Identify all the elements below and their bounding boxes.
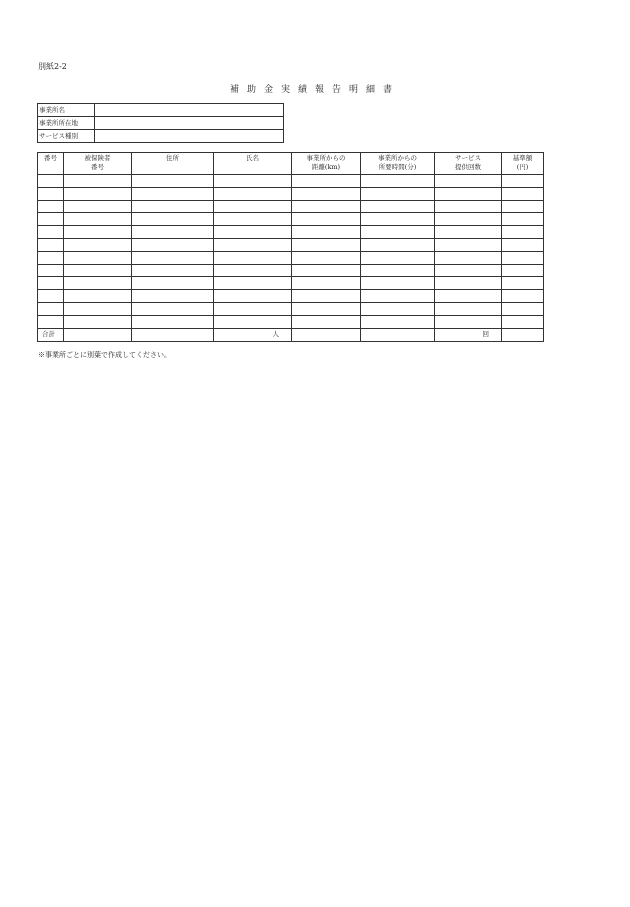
table-cell[interactable] (214, 213, 292, 226)
table-cell[interactable] (435, 277, 502, 290)
table-cell[interactable] (435, 290, 502, 303)
table-cell[interactable] (502, 251, 544, 264)
table-cell[interactable] (132, 302, 214, 315)
table-cell[interactable] (38, 175, 64, 188)
office-address-label: 事業所所在地 (38, 117, 95, 130)
table-cell[interactable] (502, 264, 544, 277)
table-cell[interactable] (132, 264, 214, 277)
header-insured-number: 被保険者 番号 (64, 153, 132, 175)
table-cell[interactable] (502, 187, 544, 200)
table-cell[interactable] (502, 277, 544, 290)
total-cell[interactable] (132, 328, 214, 341)
header-name: 氏名 (214, 153, 292, 175)
table-cell[interactable] (292, 315, 361, 328)
header-address: 住所 (132, 153, 214, 175)
office-address-field[interactable] (95, 117, 284, 130)
table-cell[interactable] (361, 251, 435, 264)
table-cell[interactable] (214, 290, 292, 303)
footnote: ※事業所ごとに別葉で作成してください。 (38, 351, 171, 359)
table-cell[interactable] (38, 290, 64, 303)
table-cell[interactable] (435, 302, 502, 315)
table-cell[interactable] (292, 175, 361, 188)
table-cell[interactable] (38, 264, 64, 277)
table-cell[interactable] (214, 238, 292, 251)
table-row (38, 290, 544, 303)
table-cell[interactable] (292, 200, 361, 213)
table-cell[interactable] (132, 175, 214, 188)
header-standard-amount: 基準額 (円) (502, 153, 544, 175)
table-cell[interactable] (132, 200, 214, 213)
table-cell[interactable] (292, 238, 361, 251)
table-cell[interactable] (361, 277, 435, 290)
table-cell[interactable] (214, 315, 292, 328)
table-cell[interactable] (38, 213, 64, 226)
table-cell[interactable] (361, 238, 435, 251)
table-cell[interactable] (38, 200, 64, 213)
total-count-unit: 回 (435, 328, 502, 341)
table-cell[interactable] (292, 213, 361, 226)
header-service-count: サービス 提供回数 (435, 153, 502, 175)
table-cell[interactable] (361, 226, 435, 239)
table-cell[interactable] (132, 226, 214, 239)
table-row (38, 251, 544, 264)
table-cell[interactable] (38, 277, 64, 290)
table-row (38, 302, 544, 315)
document-title: 補助金実績報告明細書 (229, 85, 400, 95)
header-travel-time: 事業所からの 所要時間(分) (361, 153, 435, 175)
service-type-field[interactable] (95, 130, 284, 143)
table-cell[interactable] (132, 277, 214, 290)
table-cell[interactable] (214, 251, 292, 264)
table-cell[interactable] (292, 251, 361, 264)
table-row (38, 175, 544, 188)
table-cell[interactable] (502, 175, 544, 188)
service-type-label: サービス種別 (38, 130, 95, 143)
table-cell[interactable] (214, 277, 292, 290)
table-row (38, 315, 544, 328)
info-row-office-address (38, 117, 284, 130)
table-cell[interactable] (64, 264, 132, 277)
total-row (38, 328, 544, 341)
table-cell[interactable] (132, 213, 214, 226)
table-cell[interactable] (502, 213, 544, 226)
table-cell[interactable] (38, 302, 64, 315)
office-name-field[interactable] (95, 104, 284, 117)
table-cell[interactable] (132, 251, 214, 264)
table-row (38, 187, 544, 200)
total-cell[interactable] (361, 328, 435, 341)
total-label: 合計 (38, 328, 64, 341)
table-cell[interactable] (132, 290, 214, 303)
table-body (38, 175, 544, 342)
table-cell[interactable] (64, 277, 132, 290)
table-cell[interactable] (361, 187, 435, 200)
table-cell[interactable] (132, 315, 214, 328)
office-info-table (37, 103, 284, 143)
total-cell[interactable] (502, 328, 544, 341)
table-cell[interactable] (361, 315, 435, 328)
table-cell[interactable] (64, 213, 132, 226)
detail-table (37, 152, 544, 342)
table-cell[interactable] (64, 315, 132, 328)
office-name-label: 事業所名 (38, 104, 95, 117)
table-cell[interactable] (292, 264, 361, 277)
table-cell[interactable] (361, 213, 435, 226)
table-cell[interactable] (292, 226, 361, 239)
table-cell[interactable] (214, 200, 292, 213)
table-cell[interactable] (502, 290, 544, 303)
table-cell[interactable] (435, 315, 502, 328)
table-cell[interactable] (361, 200, 435, 213)
table-cell[interactable] (435, 226, 502, 239)
table-row (38, 213, 544, 226)
table-cell[interactable] (64, 302, 132, 315)
table-cell[interactable] (435, 175, 502, 188)
table-cell[interactable] (292, 290, 361, 303)
total-persons-unit: 人 (214, 328, 292, 341)
table-cell[interactable] (435, 264, 502, 277)
info-row-office-name (38, 104, 284, 117)
table-cell[interactable] (214, 187, 292, 200)
table-cell[interactable] (64, 226, 132, 239)
table-cell[interactable] (292, 302, 361, 315)
table-cell[interactable] (361, 175, 435, 188)
table-cell[interactable] (435, 238, 502, 251)
table-cell[interactable] (435, 187, 502, 200)
table-cell[interactable] (502, 315, 544, 328)
table-cell[interactable] (361, 302, 435, 315)
table-cell[interactable] (502, 302, 544, 315)
table-cell[interactable] (38, 315, 64, 328)
table-cell[interactable] (132, 187, 214, 200)
table-cell[interactable] (214, 175, 292, 188)
total-cell[interactable] (64, 328, 132, 341)
table-cell[interactable] (38, 238, 64, 251)
table-cell[interactable] (502, 226, 544, 239)
table-cell[interactable] (214, 302, 292, 315)
table-cell[interactable] (64, 200, 132, 213)
header-number: 番号 (38, 153, 64, 175)
table-cell[interactable] (64, 175, 132, 188)
header-distance: 事業所からの 距離(km) (292, 153, 361, 175)
table-cell[interactable] (502, 238, 544, 251)
table-cell[interactable] (64, 290, 132, 303)
table-header-row (38, 153, 544, 175)
table-row (38, 277, 544, 290)
table-cell[interactable] (38, 187, 64, 200)
table-cell[interactable] (38, 251, 64, 264)
table-cell[interactable] (361, 264, 435, 277)
table-cell[interactable] (132, 238, 214, 251)
table-cell[interactable] (64, 238, 132, 251)
table-cell[interactable] (435, 251, 502, 264)
table-row (38, 226, 544, 239)
table-cell[interactable] (292, 187, 361, 200)
table-cell[interactable] (361, 290, 435, 303)
document-label: 別紙2-2 (38, 62, 67, 71)
info-row-service-type (38, 130, 284, 143)
table-cell[interactable] (64, 251, 132, 264)
table-cell[interactable] (292, 277, 361, 290)
table-cell[interactable] (64, 187, 132, 200)
table-row (38, 264, 544, 277)
table-cell[interactable] (38, 226, 64, 239)
table-cell[interactable] (214, 264, 292, 277)
table-row (38, 200, 544, 213)
table-row (38, 238, 544, 251)
table-cell[interactable] (214, 226, 292, 239)
total-cell[interactable] (292, 328, 361, 341)
table-cell[interactable] (435, 213, 502, 226)
table-cell[interactable] (435, 200, 502, 213)
table-cell[interactable] (502, 200, 544, 213)
